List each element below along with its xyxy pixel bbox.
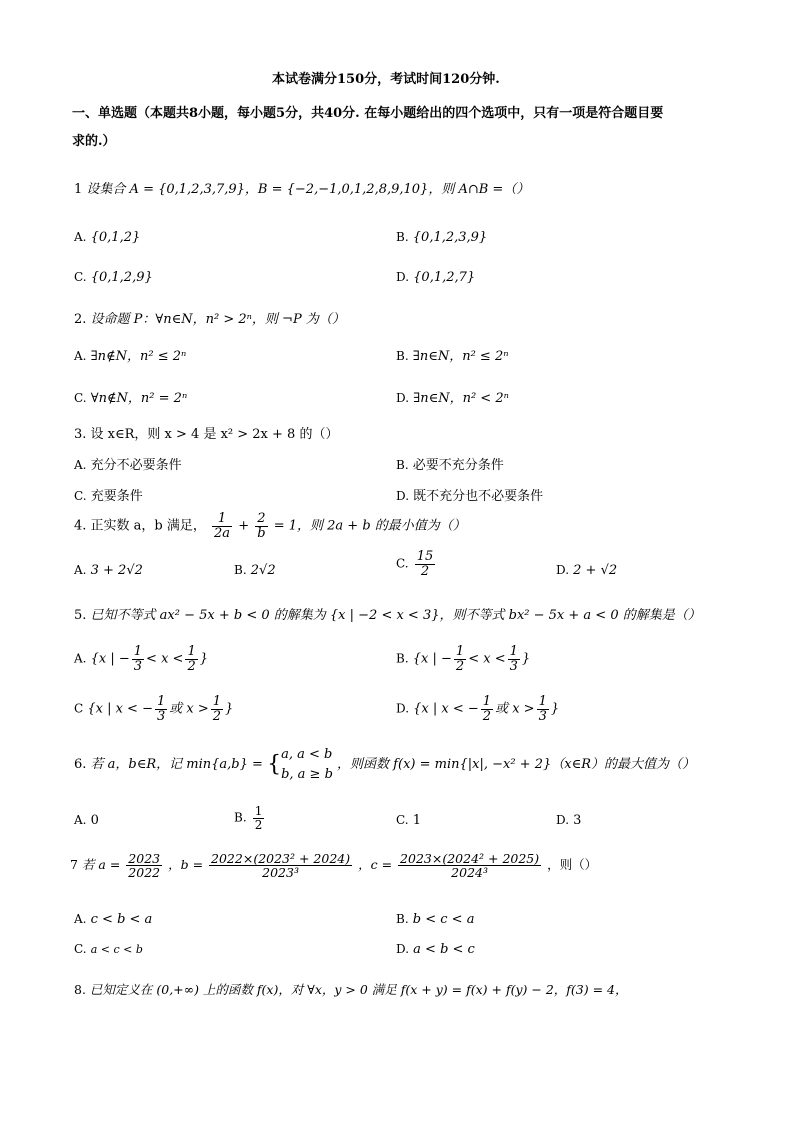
- q7-option-b[interactable]: B. b < c < a: [396, 912, 475, 927]
- q4-option-d[interactable]: D. 2 + √2: [556, 563, 618, 578]
- piecewise-cases: a, a < b b, a ≥ b: [281, 747, 333, 782]
- q2-option-a[interactable]: A. ∃n∉N，n² ≤ 2ⁿ: [74, 349, 187, 364]
- fraction: $\frac{15}{2}$: [416, 549, 434, 579]
- q6-option-c[interactable]: C. 1: [396, 813, 421, 828]
- q7-option-a[interactable]: A. c < b < a: [74, 912, 153, 927]
- exam-note: 本试卷满分150分，考试时间120分钟.: [272, 72, 500, 87]
- question-number: 7: [70, 857, 78, 873]
- fraction: $\frac{2}{b}$: [257, 511, 266, 541]
- question-number: 3: [74, 427, 83, 442]
- q1-option-c[interactable]: C. {0,1,2,9}: [74, 270, 153, 285]
- question-3: 3. 设 x∈R，则 x > 4 是 x² > 2x + 8 的（）: [74, 427, 339, 442]
- q6-option-d[interactable]: D. 3: [556, 813, 582, 828]
- question-5: 5. 已知不等式 ax² − 5x + b < 0 的解集为 {x | −2 < x < 3}，则不等式 bx² − 5x + a < 0 的解集是（）: [74, 608, 701, 623]
- question-stem: 已知定义在 (0,+∞) 上的函数 f(x)，对 ∀x，y > 0 满足 f(x + y) = f(x) + f(y) − 2，f(3) = 4，: [89, 982, 628, 997]
- question-number: 4: [74, 518, 83, 534]
- question-number: 2: [74, 312, 83, 327]
- q1-option-b[interactable]: B. {0,1,2,3,9}: [396, 230, 488, 245]
- q5-option-a[interactable]: A. {x | − $\frac{1}{3}$ < x < $\frac{1}{2}$ }: [74, 644, 208, 674]
- q2-option-c[interactable]: C. ∀n∉N，n² = 2ⁿ: [74, 391, 188, 406]
- fraction: $\frac{1}{2}$: [455, 644, 465, 674]
- question-stem: 已知不等式 ax² − 5x + b < 0 的解集为 {x | −2 < x < 3}，则不等式 bx² − 5x + a < 0 的解集是（）: [90, 608, 701, 623]
- question-number: 5: [74, 608, 83, 623]
- fraction: $\frac{1}{3}$: [133, 644, 143, 674]
- question-number: 8: [74, 982, 82, 997]
- question-4: 4. 正实数 a，b 满足， $\frac{1}{2a}$ + $\frac{2}{b}$ = 1，则 2a + b 的最小值为（）: [74, 511, 466, 541]
- q4-option-a[interactable]: A. 3 + 2√2: [74, 563, 143, 578]
- question-7: 7 若 a = $\frac{2023}{2022}$ ，b = $\frac{\text{2022×(2023² + 2024)}}{\text{2023³}}$ ，c = $\frac{\text{2023×(2024² + 2025)}}{\text{2024³}}$ ，则（）: [70, 851, 598, 881]
- q3-option-d[interactable]: D. 既不充分也不必要条件: [396, 489, 544, 504]
- q3-option-a[interactable]: A. 充分不必要条件: [74, 458, 182, 473]
- fraction: $\frac{1}{2}$: [212, 694, 222, 724]
- fraction: $\frac{\text{2023×(2024² + 2025)}}{\text{2024³}}$: [400, 851, 540, 881]
- fraction: $\frac{\text{2022×(2023² + 2024)}}{\text{2023³}}$: [211, 851, 351, 881]
- fraction: $\frac{2023}{2022}$: [128, 851, 161, 881]
- q4-option-c[interactable]: C. $\frac{15}{2}$: [396, 549, 434, 579]
- fraction: $\frac{1}{3}$: [538, 694, 547, 724]
- q6-option-b[interactable]: B. $\frac{1}{2}$: [234, 804, 263, 832]
- fraction: $\frac{1}{2}$: [254, 804, 263, 832]
- fraction: $\frac{1}{2}$: [187, 644, 196, 674]
- question-number: 6: [74, 757, 83, 772]
- q5-option-b[interactable]: B. {x | − $\frac{1}{2}$ < x < $\frac{1}{3}$ }: [396, 644, 531, 674]
- fraction: $\frac{1}{2}$: [482, 694, 492, 724]
- question-stem: 设命题 P：∀n∈N，n² > 2ⁿ，则 ¬P 为（）: [90, 312, 345, 327]
- q1-option-d[interactable]: D. {0,1,2,7}: [396, 270, 476, 285]
- q4-option-b[interactable]: B. 2√2: [234, 563, 276, 578]
- q3-option-c[interactable]: C. 充要条件: [74, 489, 143, 504]
- question-6: 6. 若 a，b∈R，记 min{a,b} = { a, a < b b, a ≥ b ，则函数 f(x) = min{|x|, −x² + 2}（x∈R）的最大值为（）: [74, 745, 695, 784]
- question-8: 8. 已知定义在 (0,+∞) 上的函数 f(x)，对 ∀x，y > 0 满足 f(x + y) = f(x) + f(y) − 2，f(3) = 4，: [74, 982, 628, 997]
- section-title-line1: 一、单选题（本题共8小题，每小题5分，共40分. 在每小题给出的四个选项中，只有一项是符合题目要: [72, 106, 664, 121]
- question-stem: 设集合 A = {0,1,2,3,7,9}，B = {−2,−1,0,1,2,8,9,10}，则 A∩B =（）: [86, 182, 530, 197]
- q5-option-d[interactable]: D. {x | x < − $\frac{1}{2}$ 或 x > $\frac{1}{3}$ }: [396, 694, 560, 724]
- q2-option-d[interactable]: D. ∃n∈N，n² < 2ⁿ: [396, 391, 509, 406]
- q7-option-d[interactable]: D. a < b < c: [396, 942, 475, 957]
- q7-option-c[interactable]: C. a < c < b: [74, 942, 143, 956]
- question-2: 2. 设命题 P：∀n∈N，n² > 2ⁿ，则 ¬P 为（）: [74, 312, 345, 327]
- q1-option-a[interactable]: A. {0,1,2}: [74, 230, 141, 245]
- fraction: $\frac{1}{3}$: [156, 694, 166, 724]
- question-1: [74, 178, 529, 197]
- brace-glyph: {: [267, 751, 282, 777]
- q2-option-b[interactable]: B. ∃n∈N，n² ≤ 2ⁿ: [396, 349, 509, 364]
- question-number: 1: [74, 182, 83, 197]
- question-stem: 设 x∈R，则 x > 4 是 x² > 2x + 8 的（）: [90, 427, 339, 442]
- q5-option-c[interactable]: C {x | x < − $\frac{1}{3}$ 或 x > $\frac{1}{2}$ }: [74, 694, 234, 724]
- section-title-line2: 求的.）: [72, 134, 116, 149]
- q6-option-a[interactable]: A. 0: [74, 813, 99, 828]
- fraction: $\frac{1}{2a}$: [214, 511, 231, 541]
- q3-option-b[interactable]: B. 必要不充分条件: [396, 458, 504, 473]
- fraction: $\frac{1}{3}$: [509, 644, 518, 674]
